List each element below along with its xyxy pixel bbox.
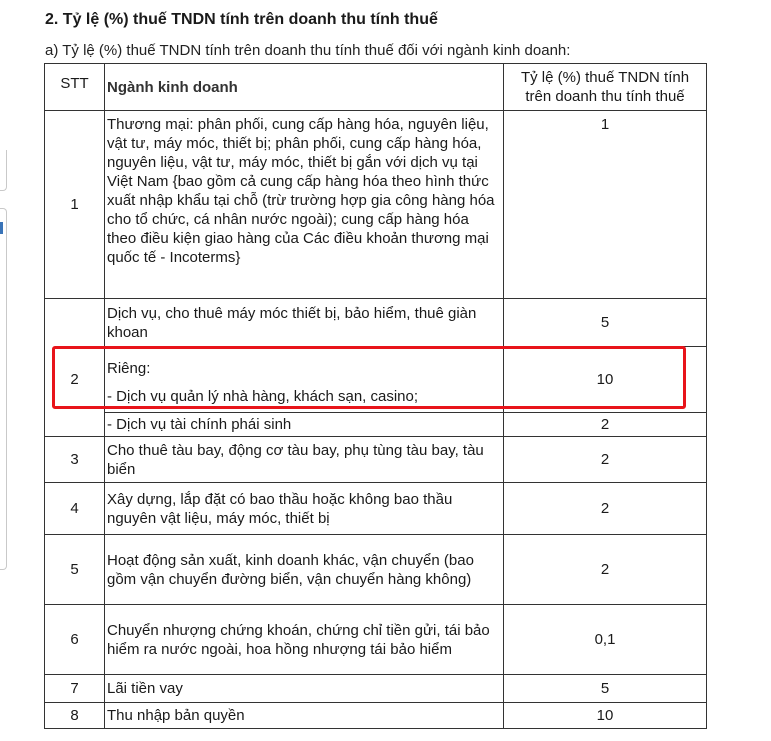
tax-rate-table <box>44 63 707 729</box>
row-industry: Dịch vụ, cho thuê máy móc thiết bị, bảo hiểm, thuê giàn khoan <box>105 299 504 347</box>
row-rate: 10 <box>504 347 707 413</box>
row-rate: 2 <box>504 437 707 483</box>
row-industry: Hoạt động sản xuất, kinh doanh khác, vận chuyển (bao gồm vận chuyển đường biển, vận chuyển hàng không) <box>105 535 504 605</box>
row-rate: 10 <box>504 703 707 729</box>
table-row <box>45 437 707 483</box>
row-rate: 2 <box>504 483 707 535</box>
row-stt: 1 <box>45 111 105 299</box>
row-rate: 5 <box>504 299 707 347</box>
row-stt: 2 <box>45 347 105 413</box>
rail-bracket-top <box>0 150 7 191</box>
rail-marker <box>0 222 3 234</box>
row-industry: Cho thuê tàu bay, động cơ tàu bay, phụ tùng tàu bay, tàu biển <box>105 437 504 483</box>
row-industry: Thu nhập bản quyền <box>105 703 504 729</box>
table-row <box>45 299 707 347</box>
header-industry: Ngành kinh doanh <box>105 64 504 111</box>
table-row <box>45 347 707 413</box>
row-stt <box>45 299 105 347</box>
table-row <box>45 111 707 299</box>
row-industry: Xây dựng, lắp đặt có bao thầu hoặc không bao thầu nguyên vật liệu, máy móc, thiết bị <box>105 483 504 535</box>
row-industry-line2: - Dịch vụ quản lý nhà hàng, khách sạn, casino; <box>107 388 419 405</box>
table-row <box>45 703 707 729</box>
header-stt: STT <box>45 64 105 111</box>
table-row <box>45 413 707 437</box>
row-stt: 4 <box>45 483 105 535</box>
row-stt: 5 <box>45 535 105 605</box>
row-stt: 6 <box>45 605 105 675</box>
left-scroll-rail <box>0 0 8 741</box>
row-stt: 3 <box>45 437 105 483</box>
row-industry: Lãi tiền vay <box>105 675 504 703</box>
row-stt <box>45 413 105 437</box>
row-rate: 2 <box>504 535 707 605</box>
row-rate: 5 <box>504 675 707 703</box>
row-industry <box>105 347 504 413</box>
table-header-row <box>45 64 707 111</box>
table-row <box>45 675 707 703</box>
rail-bracket <box>0 208 7 570</box>
row-rate: 0,1 <box>504 605 707 675</box>
row-stt: 7 <box>45 675 105 703</box>
row-rate: 2 <box>504 413 707 437</box>
header-rate: Tỷ lệ (%) thuế TNDN tính trên doanh thu tính thuế <box>504 64 707 111</box>
row-industry: - Dịch vụ tài chính phái sinh <box>105 413 504 437</box>
row-industry: Chuyển nhượng chứng khoán, chứng chỉ tiền gửi, tái bảo hiểm ra nước ngoài, hoa hồng nhượng tái bảo hiểm <box>105 605 504 675</box>
row-stt: 8 <box>45 703 105 729</box>
row-industry-line1: Riêng: <box>107 360 151 377</box>
row-rate: 1 <box>504 111 707 299</box>
table-row <box>45 535 707 605</box>
table-row <box>45 605 707 675</box>
row-industry: Thương mại: phân phối, cung cấp hàng hóa, nguyên liệu, vật tư, máy móc, thiết bị; phân phối, cung cấp hàng hóa, nguyên liệu, vật tư, máy móc, thiết bị gắn với dịch vụ tại Việt Nam {bao gồm cả cung cấp hàng hóa theo hình thức xuất nhập khẩu tại chỗ (trừ trường hợp gia công hàng hóa cho tổ chức, cá nhân nước ngoài); cung cấp hàng hóa theo điều kiện giao hàng của Các điều khoản thương mại quốc tế - Incoterms} <box>105 111 504 299</box>
table-row <box>45 483 707 535</box>
section-heading: 2. Tỷ lệ (%) thuế TNDN tính trên doanh thu tính thuế <box>45 11 438 28</box>
section-subheading: a) Tỷ lệ (%) thuế TNDN tính trên doanh thu tính thuế đối với ngành kinh doanh: <box>45 42 571 59</box>
